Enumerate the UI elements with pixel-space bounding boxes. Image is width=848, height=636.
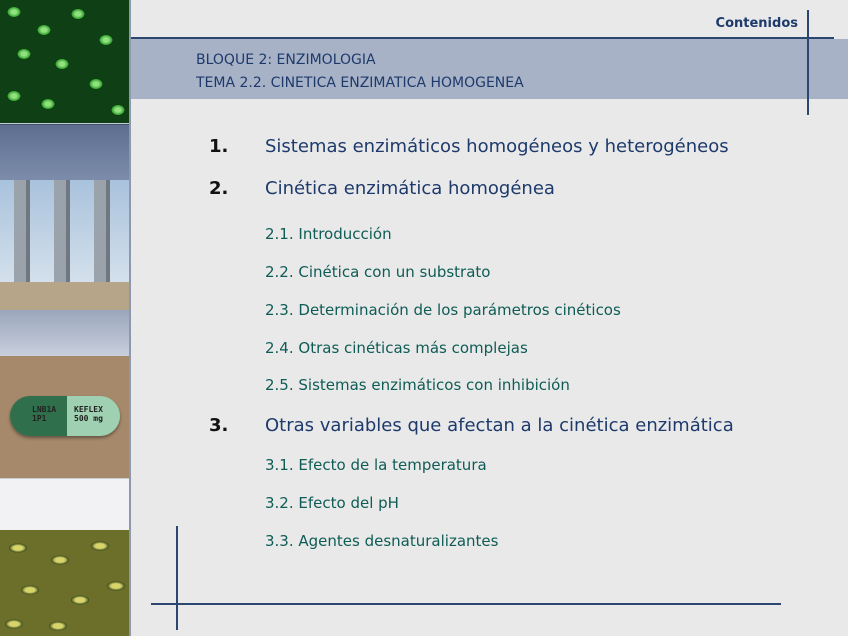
subsection-item: 2.3. Determinación de los parámetros cinéticos — [265, 301, 621, 319]
subsection-item: 2.4. Otras cinéticas más complejas — [265, 339, 528, 357]
tema-title: TEMA 2.2. CINETICA ENZIMATICA HOMOGENEA — [196, 75, 524, 91]
bloque-title: BLOQUE 2: ENZIMOLOGIA — [196, 52, 376, 68]
section-number: 3. — [209, 415, 229, 436]
divider-line — [151, 603, 781, 605]
subsection-item: 3.2. Efecto del pH — [265, 494, 399, 512]
section-title: Cinética enzimática homogénea — [265, 178, 555, 199]
bacteria-image — [0, 530, 129, 636]
section-title: Sistemas enzimáticos homogéneos y heterogéneos — [265, 136, 729, 157]
subsection-item: 3.1. Efecto de la temperatura — [265, 456, 487, 474]
image-strip — [0, 0, 131, 636]
section-title: Otras variables que afectan a la cinética enzimática — [265, 415, 734, 436]
capsule — [10, 396, 120, 436]
industrial-plant-image — [0, 180, 129, 310]
capsule-text-left: LNB1A 1P1 — [32, 405, 57, 423]
blue-band — [0, 310, 129, 356]
divider-line — [176, 526, 178, 630]
subsection-item: 2.1. Introducción — [265, 225, 392, 243]
capsule-image — [0, 356, 129, 478]
blue-band — [0, 124, 129, 181]
divider-line — [807, 10, 809, 115]
contenidos-label: Contenidos — [715, 16, 798, 31]
section-number: 2. — [209, 178, 229, 199]
capsule-text-right: KEFLEX 500 mg — [74, 405, 103, 423]
green-cells-image — [0, 0, 129, 123]
section-number: 1. — [209, 136, 229, 157]
divider-line — [131, 37, 834, 39]
light-band — [0, 478, 129, 531]
subsection-item: 2.5. Sistemas enzimáticos con inhibición — [265, 376, 570, 394]
subsection-item: 2.2. Cinética con un substrato — [265, 263, 491, 281]
subsection-item: 3.3. Agentes desnaturalizantes — [265, 532, 499, 550]
